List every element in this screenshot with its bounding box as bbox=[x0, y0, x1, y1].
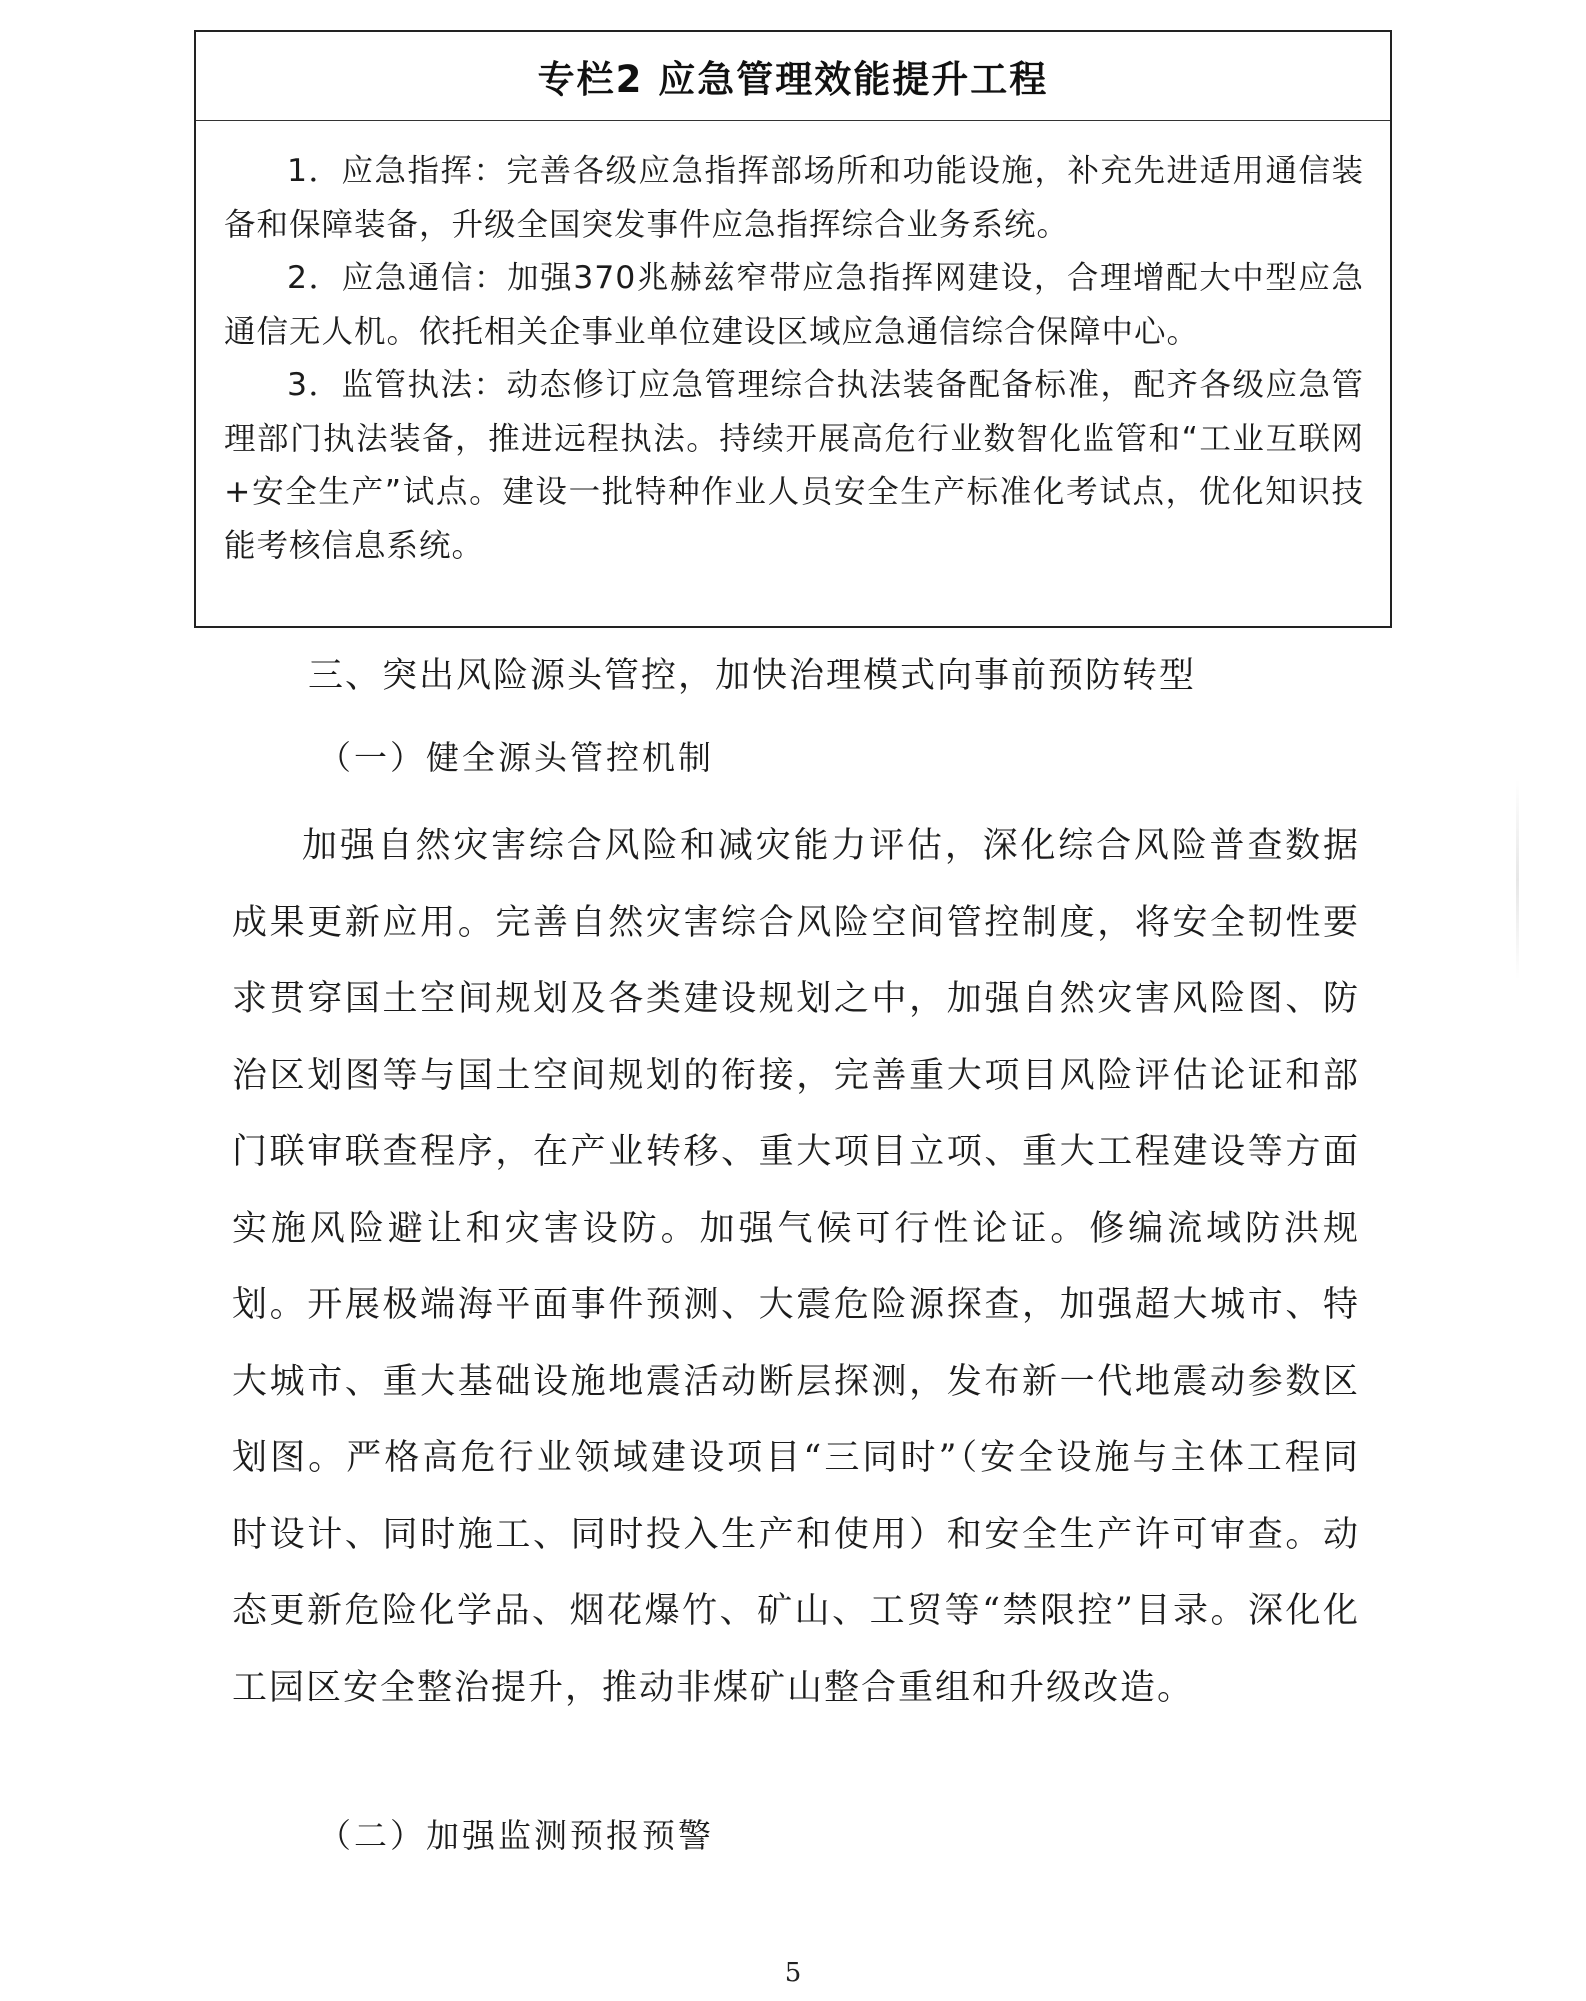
scan-edge-artifact bbox=[1516, 780, 1519, 980]
subsection-heading-1: （一）健全源头管控机制 bbox=[318, 738, 714, 777]
body-paragraph: 加强自然灾害综合风险和减灾能力评估，深化综合风险普查数据成果更新应用。完善自然灾害综合风险空间管控制度，将安全韧性要求贯穿国土空间规划及各类建设规划之中，加强自然灾害风险图、防治区划图等与国土空间规划的衔接，完善重大项目风险评估论证和部门联审联查程序，在产业转移、重大项目立项、重大工程建设等方面实施风险避让和灾害设防。加强气候可行性论证。修编流域防洪规划。开展极端海平面事件预测、大震危险源探查，加强超大城市、特大城市、重大基础设施地震活动断层探测，发布新一代地震动参数区划图。严格高危行业领域建设项目“三同时”（安全设施与主体工程同时设计、同时施工、同时投入生产和使用）和安全生产许可审查。动态更新危险化学品、烟花爆竹、矿山、工贸等“禁限控”目录。深化化工园区安全整治提升，推动非煤矿山整合重组和升级改造。 bbox=[232, 826, 1360, 1708]
section-heading: 三、突出风险源头管控，加快治理模式向事前预防转型 bbox=[308, 656, 1197, 696]
box-item-emergency-communication: 2．应急通信：加强370兆赫兹窄带应急指挥网建设，合理增配大中型应急通信无人机。依托相关企事业单位建设区域应急通信综合保障中心。 bbox=[224, 260, 1364, 350]
box-item-emergency-command: 1．应急指挥：完善各级应急指挥部场所和功能设施，补充先进适用通信装备和保障装备，升级全国突发事件应急指挥综合业务系统。 bbox=[224, 153, 1364, 243]
page-number: 5 bbox=[784, 1958, 802, 1988]
column-body bbox=[196, 121, 1390, 573]
box-item-supervision-enforcement: 3．监管执法：动态修订应急管理综合执法装备配备标准，配齐各级应急管理部门执法装备，推进远程执法。持续开展高危行业数智化监管和“工业互联网+安全生产”试点。建设一批特种作业人员安全生产标准化考试点，优化知识技能考核信息系统。 bbox=[224, 367, 1364, 564]
subsection-heading-2: （二）加强监测预报预警 bbox=[318, 1816, 714, 1855]
column-title-row bbox=[196, 32, 1390, 121]
column-box bbox=[194, 30, 1392, 628]
column-title: 专栏2 应急管理效能提升工程 bbox=[537, 58, 1049, 101]
